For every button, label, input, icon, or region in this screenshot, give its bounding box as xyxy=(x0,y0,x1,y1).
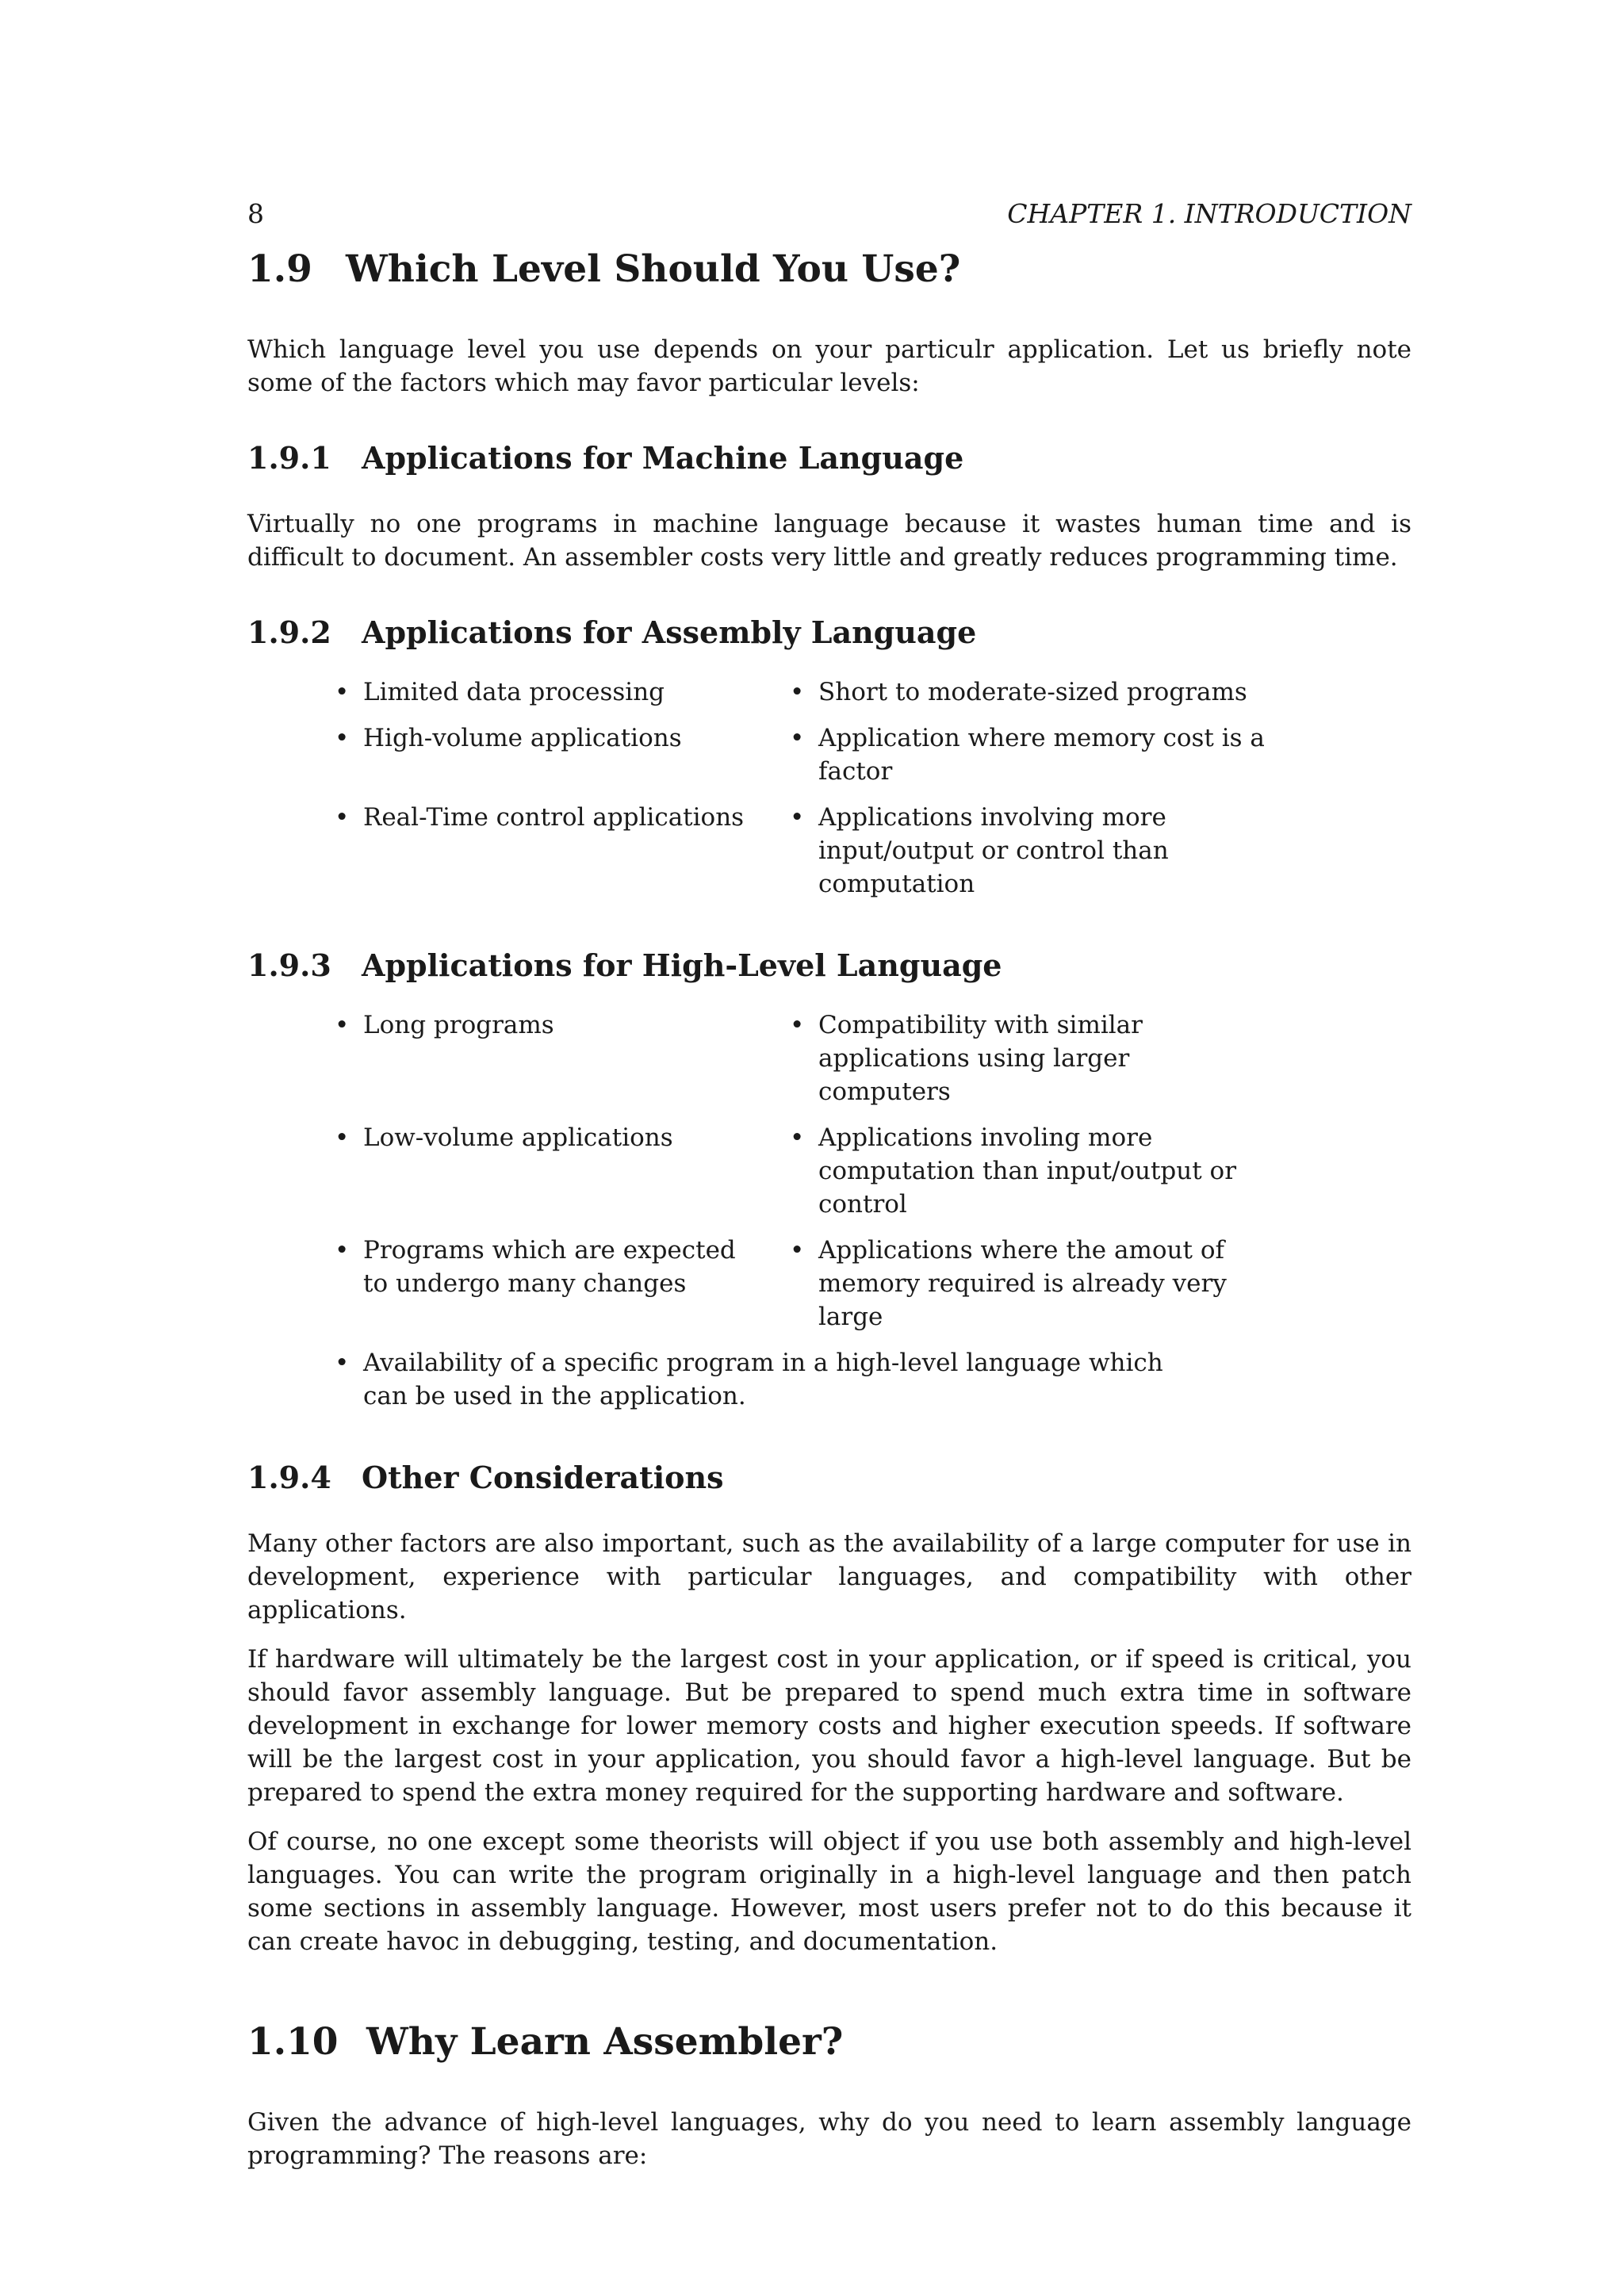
list-item: • Availability of a specific program in a high-level language which can be used in the application. xyxy=(330,1346,1308,1413)
section-title: Which Level Should You Use? xyxy=(346,247,961,291)
subsection-heading-1-9-4 xyxy=(247,1459,1411,1497)
subsection-number: 1.9.3 xyxy=(247,947,331,983)
document-page xyxy=(247,198,1411,2172)
paragraph: Of course, no one except some theorists will object if you use both assembly and high-level languages. You can write the program originally in a high-level language and then patch some sections in assembly language. However, most users prefer not to do this because it can create havoc in debugging, testing, and documentation. xyxy=(247,1827,1411,1956)
subsection-number: 1.9.1 xyxy=(247,440,331,476)
paragraph-intro: Which language level you use depends on your particulr application. Let us briefly note some of the factors which may favor particular levels: xyxy=(247,335,1411,397)
list-item: • Applications where the amout of memory required is already very large xyxy=(785,1234,1308,1334)
paragraph-machine-language: Virtually no one programs in machine language because it wastes human time and is difficult to document. An assembler costs very little and greatly reduces programming time. xyxy=(247,510,1411,572)
subsection-heading-1-9-3 xyxy=(247,947,1411,985)
subsection-number: 1.9.4 xyxy=(247,1460,331,1495)
subsection-title: Other Considerations xyxy=(362,1460,724,1495)
list-item: • Short to moderate-sized programs xyxy=(785,675,1308,709)
subsection-title: Applications for Assembly Language xyxy=(362,614,977,650)
list-item: • Limited data processing xyxy=(330,675,785,709)
subsection-heading-1-9-2 xyxy=(247,614,1411,652)
section-number: 1.10 xyxy=(247,2020,339,2064)
list-item: • Real-Time control applications xyxy=(330,801,785,901)
list-item: • Compatibility with similar applications using larger computers xyxy=(785,1008,1308,1108)
list-item: • Low-volume applications xyxy=(330,1121,785,1221)
list-item: • Programs which are expected to undergo many changes xyxy=(330,1234,785,1334)
page-number: 8 xyxy=(247,198,264,229)
list-item: • Applications involing more computation than input/output or control xyxy=(785,1121,1308,1221)
paragraph: If hardware will ultimately be the largest cost in your application, or if speed is critical, you should favor assembly language. But be prepared to spend much extra time in software development in exchange for lower memory costs and higher execution speeds. If software will be the largest cost in your application, you should favor a high-level language. But be prepared to spend the extra money required for the supporting hardware and software. xyxy=(247,1645,1411,1807)
section-heading-1-10 xyxy=(247,2019,1411,2066)
subsection-title: Applications for High-Level Language xyxy=(362,947,1002,983)
list-item: • High-volume applications xyxy=(330,721,785,788)
subsection-number: 1.9.2 xyxy=(247,614,331,650)
high-level-applications-list xyxy=(330,1008,1411,1425)
list-item: • Application where memory cost is a factor xyxy=(785,721,1308,788)
paragraph: Many other factors are also important, such as the availability of a large computer for use in development, experience with particular languages, and compatibility with other applications. xyxy=(247,1529,1411,1624)
list-item: • Long programs xyxy=(330,1008,785,1108)
subsection-title: Applications for Machine Language xyxy=(362,440,964,476)
running-header xyxy=(247,198,1411,230)
section-number: 1.9 xyxy=(247,247,312,291)
subsection-heading-1-9-1 xyxy=(247,439,1411,477)
paragraph-why-learn: Given the advance of high-level languages, why do you need to learn assembly language programming? The reasons are: xyxy=(247,2108,1411,2170)
section-title: Why Learn Assembler? xyxy=(366,2020,844,2064)
section-heading-1-9 xyxy=(247,246,1411,293)
list-item: • Applications involving more input/output or control than computation xyxy=(785,801,1308,901)
chapter-title: CHAPTER 1. INTRODUCTION xyxy=(1007,198,1411,229)
assembly-applications-list xyxy=(330,675,1411,913)
